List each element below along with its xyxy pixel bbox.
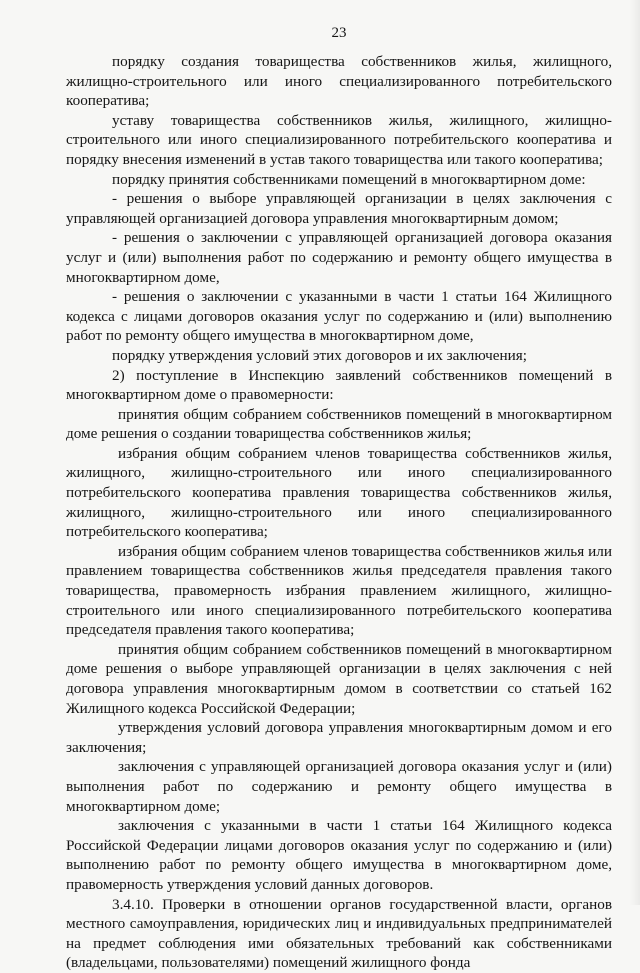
page-number: 23: [331, 25, 347, 41]
paragraph-3: порядку принятия собственниками помещений в многоквартирном доме:: [112, 170, 586, 188]
paragraph-9: принятия общим собранием собственников помещений в многоквартирном доме решения о создании товарищества собственников жилья;: [66, 405, 612, 443]
paragraph-13: утверждения условий договора управления многоквартирным домом и его заключения;: [66, 719, 612, 756]
paragraph-14: заключения с управляющей организацией договора оказания услуг и (или) выполнения работ по содержанию и ремонту общего имущества в многоквартирном доме;: [66, 758, 612, 815]
paragraph-10: избрания общим собранием членов товарищества собственников жилья, жилищного, жилищно-строительного или иного специализированного потребительского кооператива правления товарищества собственников жилья, жилищного, жилищно-строительного или иного специализированного потребительского кооператива;: [66, 444, 612, 541]
paragraph-16: 3.4.10. Проверки в отношении органов государственной власти, органов местного самоуправления, юридических лиц и индивидуальных предпринимателей на предмет соблюдения ими обязательных требований как собственниками (владельцами, пользователями) помещений жилищного фонда: [66, 895, 612, 972]
paragraph-12: принятия общим собранием собственников помещений в многоквартирном доме решения о выборе управляющей организации в целях заключения с ней договора управления многоквартирным домом в соответствии со статьей 162 Жилищного кодекса Российской Федерации;: [66, 640, 612, 717]
paragraph-15: заключения с указанными в части 1 статьи 164 Жилищного кодекса Российской Федерации лицами договоров оказания услуг по содержанию и (или) выполнению работ по ремонту общего имущества в многоквартирном доме, правомерность утверждения условий данных договоров.: [66, 817, 612, 893]
paragraph-8: 2) поступление в Инспекцию заявлений собственников помещений в многоквартирном доме о правомерности:: [66, 366, 612, 404]
paragraph-6: - решения о заключении с указанными в части 1 статьи 164 Жилищного кодекса с лицами договоров оказания услуг по содержанию и (или) выполнению работ по ремонту общего имущества в многоквартирном доме,: [66, 288, 612, 345]
paragraph-1: порядку создания товарищества собственников жилья, жилищного, жилищно-строительного или иного специализированного потребительского кооператива;: [66, 53, 612, 110]
paragraph-4: - решения о выборе управляющей организации в целях заключения с управляющей организацией договора управления многоквартирным домом;: [66, 190, 612, 227]
paragraph-11: избрания общим собранием членов товарищества собственников жилья или правлением товарищества собственников жилья председателя правления такого товарищества, правомерность избрания правлением жилищного, жилищно-строительного или иного специализированного потребительского кооператива председателя правления такого кооператива;: [66, 542, 612, 639]
paragraph-5: - решения о заключении с управляющей организацией договора оказания услуг и (или) выполнения работ по содержанию и ремонту общего имущества в многоквартирном доме,: [66, 229, 612, 286]
paragraph-2: уставу товарищества собственников жилья, жилищного, жилищно-строительного или иного специализированного потребительского кооператива и порядку внесения изменений в устав такого товарищества или такого кооператива;: [66, 111, 612, 168]
paragraph-7: порядку утверждения условий этих договоров и их заключения;: [112, 346, 527, 364]
scan-edge-shadow: [630, 0, 640, 905]
